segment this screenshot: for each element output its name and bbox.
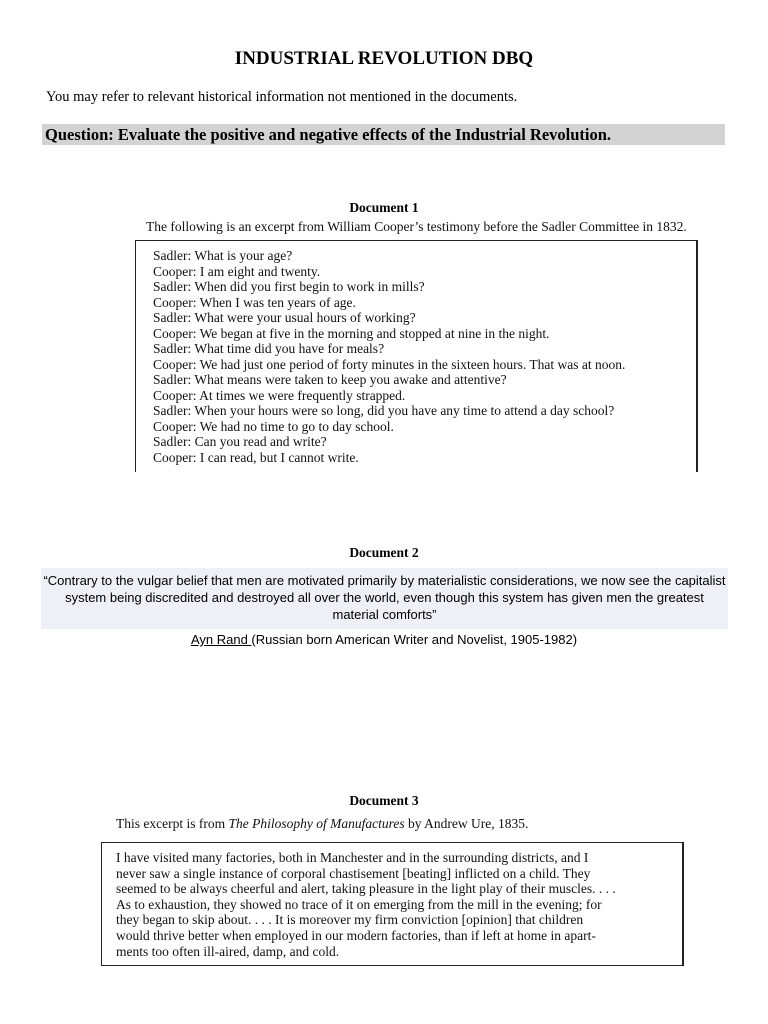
document-3-line: never saw a single instance of corporal chastisement [beating] inflicted on a child. They	[116, 865, 591, 881]
document-1-line: Sadler: What were your usual hours of working?	[153, 310, 416, 325]
document-3-caption-title: The Philosophy of Manufactures	[228, 816, 405, 831]
document-1-line: Sadler: What is your age?	[153, 248, 293, 263]
document-3-caption	[116, 816, 528, 832]
document-2-author: Ayn Rand	[190, 632, 252, 647]
document-3-heading: Document 3	[349, 793, 419, 808]
document-1-line: Sadler: When did you first begin to work in mills?	[153, 279, 425, 294]
document-1-heading: Document 1	[349, 200, 419, 215]
document-2-attribution	[0, 632, 768, 647]
document-3-line: seemed to be always cheerful and alert, taking pleasure in the light play of their muscles. . . .	[116, 881, 616, 897]
document-1-caption: The following is an excerpt from William Cooper’s testimony before the Sadler Committee in 1832.	[146, 219, 687, 234]
document-1-line: Cooper: When I was ten years of age.	[153, 294, 356, 310]
document-2-author-description: (Russian born American Writer and Novelist, 1905-1982)	[251, 632, 578, 647]
document-1-line: Cooper: We had no time to go to day school.	[153, 418, 394, 434]
document-2-heading: Document 2	[349, 545, 419, 560]
document-1-line: Cooper: We had just one period of forty minutes in the sixteen hours. That was at noon.	[153, 356, 626, 372]
document-3-line: ments too often ill-aired, damp, and cold.	[116, 943, 340, 959]
document-2-quote: “Contrary to the vulgar belief that men are motivated primarily by materialistic considerations, we now see the capitalist system being discredited and destroyed all over the world, even though this system has given men the greatest material comforts”	[41, 568, 728, 629]
document-3-line: As to exhaustion, they showed no trace of it on emerging from the mill in the evening; for	[116, 896, 602, 912]
document-3-line: they began to skip about. . . . It is moreover my firm conviction [opinion] that children	[116, 912, 584, 928]
document-1-excerpt	[135, 240, 698, 472]
document-3-line: would thrive better when employed in our modern factories, than if left at home in apart-	[116, 927, 596, 943]
document-1-line: Sadler: What time did you have for meals?	[153, 341, 385, 356]
question-banner: Question: Evaluate the positive and negative effects of the Industrial Revolution.	[42, 124, 725, 145]
document-1-line: Sadler: What means were taken to keep you awake and attentive?	[153, 372, 507, 387]
document-3-line: I have visited many factories, both in Manchester and in the surrounding districts, and I	[116, 850, 589, 865]
document-1-line: Sadler: When your hours were so long, did you have any time to attend a day school?	[153, 403, 615, 418]
page-title: INDUSTRIAL REVOLUTION DBQ	[234, 48, 534, 69]
document-3-caption-prefix: This excerpt is from	[116, 816, 229, 831]
document-1-line: Cooper: I can read, but I cannot write.	[153, 449, 359, 465]
document-3-caption-suffix: by Andrew Ure, 1835.	[404, 816, 529, 831]
document-1-line: Cooper: We began at five in the morning and stopped at nine in the night.	[153, 325, 550, 341]
document-1-line: Cooper: I am eight and twenty.	[153, 263, 321, 279]
intro-text: You may refer to relevant historical information not mentioned in the documents.	[46, 89, 518, 105]
document-1-line: Cooper: At times we were frequently strapped.	[153, 387, 406, 403]
document-3-excerpt	[101, 842, 684, 966]
document-1-line: Sadler: Can you read and write?	[153, 434, 327, 449]
